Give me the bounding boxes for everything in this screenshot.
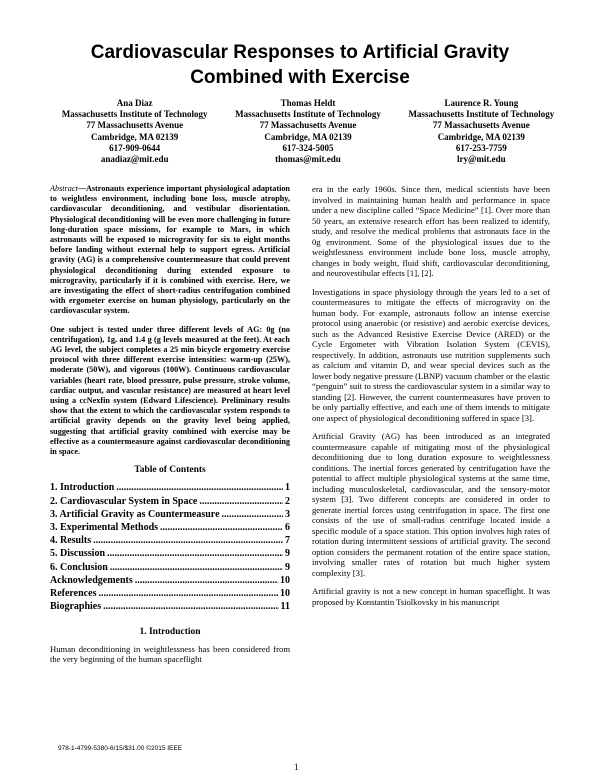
toc-leader-dots <box>135 576 278 586</box>
toc-entry-cardiovascular-system[interactable] <box>50 497 290 510</box>
toc-entry-page: 2 <box>285 495 290 507</box>
introduction-paragraph-1: era in the early 1960s. Since then, medical scientists have been involved in maintaining human health and performance in space under a new discipline called “Space Medicine” [1]. Over more than 50 years, an extensive research effort has been realized to identify, study, and resolve the medical problems that astronauts face in the 0g environment. Some of the physiological issues due to the weightlessness environment include bone loss, muscle atrophy, changes in body weight, fluid shift, cardiovascular deconditioning, and neurovestibular effects [1], [2]. <box>312 184 550 278</box>
author-institution: Massachusetts Institute of Technology <box>61 109 208 120</box>
toc-entry-label: 6. Conclusion <box>50 561 108 573</box>
toc-entry-introduction[interactable] <box>50 483 290 496</box>
introduction-text-left: Human deconditioning in weightlessness has been considered from the very beginning of the human spaceflight <box>50 643 290 665</box>
abstract-lead: Abstract <box>50 184 78 193</box>
abstract-text-1: —Astronauts experience important physiological adaptation to weightless environment, including bone loss, muscle atrophy, cardiovascular deconditioning, and vestibular disorientation. Physiological deconditioning will be even more challenging in future long-duration space missions, for example to Mars, in which astronauts will be exposed to microgravity for six to eight months before landing without external help to support egress. Artificial gravity (AG) is a comprehensive countermeasure that could prevent physiological deconditioning during extended exposure to microgravity, particularly if it is combined with exercise. Here, we are investigating the effect of short-radius centrifugation combined with ergometer exercise on human physiology, particularly on the cardiovascular system. <box>50 184 290 316</box>
page-number: 1 <box>294 762 299 772</box>
author-name: Thomas Heldt <box>280 98 336 108</box>
toc-entry-page: 10 <box>280 574 290 586</box>
toc-leader-dots <box>110 563 283 573</box>
toc-leader-dots <box>116 483 283 493</box>
introduction-heading: 1. Introduction <box>139 627 201 638</box>
author-phone: 617-909-0644 <box>109 142 161 153</box>
abstract-paragraph-2: One subject is tested under three different levels of AG: 0g (no centrifugation), 1g, and 1.4 g (g levels measured at the feet). At each AG level, the subject completes a 25 min bicycle ergometry exercise protocol with three different exercise intensities: warm-up (25W), moderate (50W), and vigorous (100W). Continuous cardiovascular variables (heart rate, blood pressure, pulse pressure, stroke volume, cardiac output, and vascular resistance) are measured at heart level using a ccNexfin system (Edward Lifescience). Preliminary results show that the extent to which the cardiovascular system responds to artificial gravity depends on the gravity level being applied, suggesting that artificial gravity combined with exercise may be effective as a countermeasure against cardiovascular deconditioning in space. <box>50 324 290 457</box>
author-2 <box>221 98 394 165</box>
toc-entry-page: 9 <box>285 548 290 560</box>
author-phone: 617-324-5005 <box>282 142 334 153</box>
toc-entry-label: Acknowledgements <box>50 574 133 586</box>
toc-leader-dots <box>98 589 278 599</box>
toc-entry-discussion[interactable] <box>50 549 290 562</box>
introduction-paragraph-2: Investigations in space physiology through the years led to a set of countermeasures to mitigate the effects of microgravity on the human body. For example, astronauts follow an intense exercise protocol using anaerobic (or resistive) and aerobic exercise devices, such as the Advanced Resistive Exercise Device (ARED) or the Cycle Ergometer with Vibration Isolation System (CEVIS), respectively. In addition, astronauts use nutrition supplements such as calcium and vitamin D, and wear special devices such as the lower body negative pressure (LBNP) vacuum chamber or the elastic “penguin” suit to stress the cardiovascular system in a similar way to standing [2]. However, the current countermeasures have proven to be only partially effective, and each one of them intends to mitigate one aspect of physiological deconditioning suffered in space [3]. <box>312 286 550 423</box>
author-name: Ana Diaz <box>116 98 153 108</box>
toc-leader-dots <box>103 602 278 612</box>
paper-title <box>40 40 560 90</box>
toc-entry-page: 1 <box>285 482 290 494</box>
author-city: Cambridge, MA 02139 <box>437 131 525 142</box>
toc-title: Table of Contents <box>134 465 206 476</box>
abstract-paragraph-1 <box>50 184 290 317</box>
toc-entry-label: 3. Experimental Methods <box>50 522 159 534</box>
author-phone: 617-253-7759 <box>455 142 507 153</box>
toc-entry-conclusion[interactable] <box>50 563 290 576</box>
toc-leader-dots <box>160 523 283 533</box>
toc-leader-dots <box>107 549 283 559</box>
toc-entry-page: 9 <box>285 561 290 573</box>
toc-entry-page: 7 <box>285 535 290 547</box>
toc-entry-acknowledgements[interactable] <box>50 576 290 589</box>
author-city: Cambridge, MA 02139 <box>91 131 179 142</box>
author-address: 77 Massachusetts Avenue <box>86 120 184 131</box>
table-of-contents <box>50 483 290 615</box>
toc-entry-label: References <box>50 587 97 599</box>
toc-entry-label: 1. Introduction <box>50 482 115 494</box>
left-column <box>50 184 290 673</box>
toc-entry-label: Biographies <box>50 601 102 613</box>
copyright-notice: 978-1-4799-5380-6/15/$31.00 ©2015 IEEE <box>58 745 183 752</box>
introduction-paragraph-4: Artificial gravity is not a new concept in human spaceflight. It was proposed by Konstantin Tsiolkovsky in his manuscript <box>312 586 550 607</box>
author-3 <box>395 98 568 165</box>
author-address: 77 Massachusetts Avenue <box>432 120 530 131</box>
title-line-1: Cardiovascular Responses to Artificial Gravity <box>90 42 510 63</box>
toc-leader-dots <box>222 510 283 520</box>
toc-entry-label: 5. Discussion <box>50 548 106 560</box>
author-block <box>48 98 568 165</box>
toc-entry-page: 6 <box>285 522 290 534</box>
author-name: Laurence R. Young <box>444 98 519 108</box>
toc-entry-page: 11 <box>280 601 290 613</box>
author-institution: Massachusetts Institute of Technology <box>235 109 381 120</box>
toc-entry-label: 3. Artificial Gravity as Countermeasure <box>50 508 220 520</box>
toc-leader-dots <box>93 536 283 546</box>
toc-leader-dots <box>199 497 283 507</box>
author-email: thomas@mit.edu <box>275 154 341 165</box>
author-city: Cambridge, MA 02139 <box>264 131 352 142</box>
right-column <box>312 184 550 615</box>
toc-entry-label: 4. Results <box>50 535 92 547</box>
toc-entry-page: 3 <box>285 508 290 520</box>
toc-entry-page: 10 <box>280 587 290 599</box>
author-email: lry@mit.edu <box>457 154 506 165</box>
introduction-paragraph-3: Artificial Gravity (AG) has been introduced as an integrated countermeasure capable of mitigating most of the physiological deconditioning due to long duration exposure to weightlessness conditions. The inertial forces generated by centrifugation have the potential to affect multiple physiological systems at the same time, including musculoskeletal, cardiovascular, and the sensory-motor system [3]. Two different concepts are considered in order to generate inertial forces using centrifugation in space. The first one consists of the use of small-radius centrifuge located inside a specific module of a space station. This option involves high rates of rotation during intermittent sessions of artificial gravity. The second option considers the permanent rotation of the entire space station, involving smaller rates of rotation but much higher system complexity [3]. <box>312 431 550 578</box>
title-line-2: Combined with Exercise <box>190 67 410 88</box>
toc-entry-label: 2. Cardiovascular System in Space <box>50 495 198 507</box>
author-1 <box>48 98 221 165</box>
toc-entry-biographies[interactable] <box>50 602 290 615</box>
author-address: 77 Massachusetts Avenue <box>259 120 357 131</box>
author-institution: Massachusetts Institute of Technology <box>408 109 555 120</box>
author-email: anadiaz@mit.edu <box>100 154 169 165</box>
